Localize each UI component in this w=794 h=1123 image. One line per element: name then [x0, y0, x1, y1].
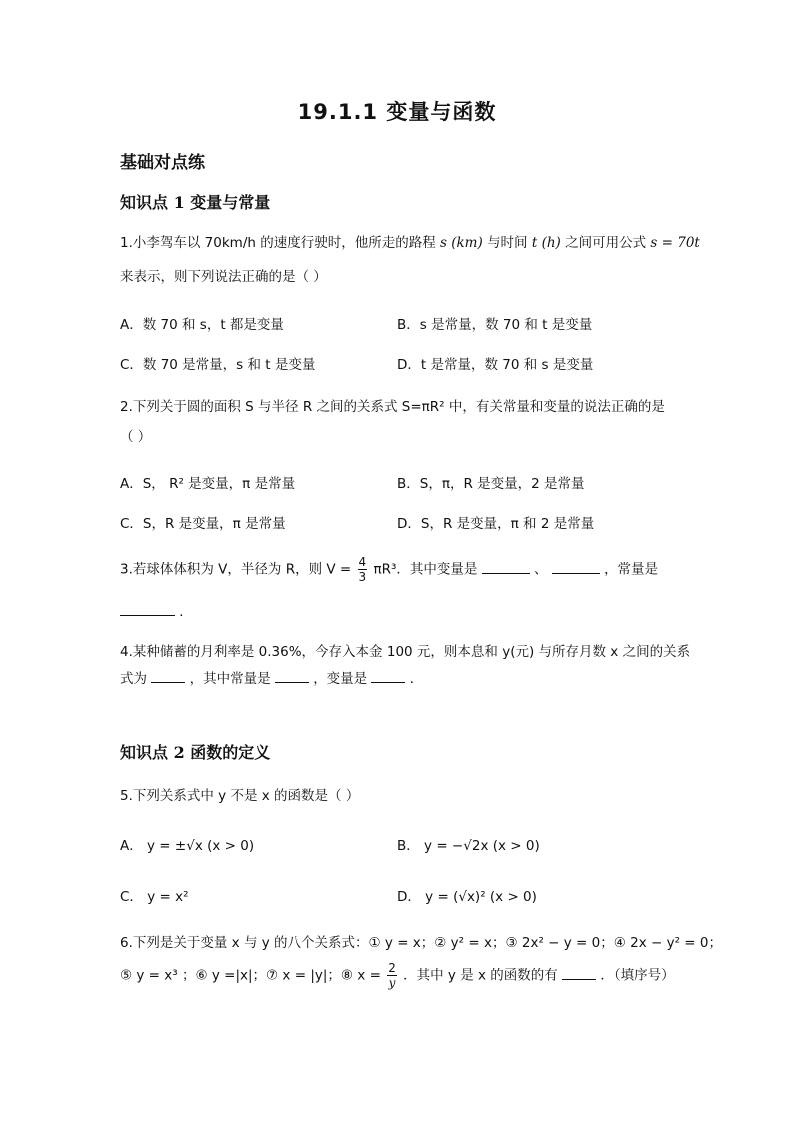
q6-frac-den: y — [388, 976, 396, 990]
q6-fraction — [387, 962, 397, 989]
q1-formula: s = 70t — [650, 235, 700, 251]
knowledge-point-2-heading: 知识点 2 函数的定义 — [120, 743, 271, 762]
q3-text-2: πR³．其中变量是 — [373, 561, 478, 578]
question-3-line-2 — [120, 600, 193, 620]
q1-text-a: 1.小李驾车以 70km/h 的速度行驶时，他所走的路程 — [120, 235, 436, 251]
q3-fraction — [358, 556, 368, 583]
q3-blank-1[interactable] — [482, 572, 530, 574]
q2-option-b: B．S，π，R 是变量，2 是常量 — [397, 476, 585, 492]
question-2-line-2: （ ） — [120, 429, 152, 445]
q3-frac-num: 4 — [358, 555, 367, 569]
q6-blank[interactable] — [562, 978, 596, 980]
question-6-line-2 — [120, 962, 675, 989]
q6-frac-num: 2 — [388, 961, 396, 975]
q3-text-4: ，常量是 — [604, 561, 659, 578]
q4-text-3: ，变量是 — [313, 671, 368, 687]
q3-text-3: 、 — [533, 561, 548, 578]
q1-text-c: 之间可用公式 — [565, 235, 647, 251]
q4-blank-3[interactable] — [371, 681, 405, 683]
q4-blank-2[interactable] — [275, 681, 309, 683]
q3-blank-3[interactable] — [120, 614, 175, 616]
q5-option-d: D． y = (√x)² (x > 0) — [397, 889, 537, 905]
question-4-line-2 — [120, 667, 423, 687]
q4-blank-1[interactable] — [151, 681, 185, 683]
page-title: 19.1.1 变量与函数 — [297, 100, 497, 124]
knowledge-point-1-heading: 知识点 1 变量与常量 — [120, 193, 271, 212]
q2-option-a: A．S， R² 是变量，π 是常量 — [120, 476, 296, 492]
question-3-line-1 — [120, 556, 658, 583]
question-5-stem: 5.下列关系式中 y 不是 x 的函数是（ ） — [120, 788, 360, 804]
q6-end: ．（填序号） — [600, 967, 675, 984]
q1-var-t: t (h) — [531, 235, 561, 251]
q4-end: ． — [409, 671, 424, 687]
q5-option-a: A． y = ±√x (x > 0) — [120, 838, 255, 854]
q3-text-1: 3.若球体体积为 V，半径为 R，则 V = — [120, 561, 352, 578]
q1-text-b: 与时间 — [487, 235, 528, 251]
q3-frac-den: 3 — [358, 570, 367, 584]
q3-end: ． — [179, 604, 193, 620]
section-basic-practice: 基础对点练 — [120, 153, 205, 173]
q2-option-c: C．S，R 是变量，π 是常量 — [120, 516, 286, 532]
q4-text-1: 式为 — [120, 671, 147, 687]
q2-option-d: D．S，R 是变量，π 和 2 是常量 — [397, 516, 595, 532]
question-1-line-1 — [120, 231, 700, 251]
q1-option-a: A．数 70 和 s，t 都是变量 — [120, 317, 284, 333]
q5-option-b: B． y = −√2x (x > 0) — [397, 838, 540, 854]
q6-text-1: ⑤ y = x³ ；⑥ y =|x|；⑦ x = |y|；⑧ x = — [120, 967, 381, 984]
q1-var-s: s (km) — [440, 235, 483, 251]
q1-option-b: B．s 是常量，数 70 和 t 是变量 — [397, 317, 593, 333]
question-6-line-1: 6.下列是关于变量 x 与 y 的八个关系式：① y = x；② y² = x；③ 2x² − y = 0；④ 2x − y² = 0； — [120, 935, 722, 951]
question-4-line-1: 4.某种储蓄的月利率是 0.36%，今存入本金 100 元，则本息和 y(元) 与所存月数 x 之间的关系 — [120, 644, 691, 660]
q1-option-c: C．数 70 是常量，s 和 t 是变量 — [120, 357, 316, 373]
question-2-line-1: 2.下列关于圆的面积 S 与半径 R 之间的关系式 S=πR² 中，有关常量和变量的说法正确的是 — [120, 399, 665, 415]
q3-blank-2[interactable] — [552, 572, 600, 574]
question-1-line-2: 来表示，则下列说法正确的是（ ） — [120, 269, 327, 285]
q6-text-2: ．其中 y 是 x 的函数的有 — [403, 967, 558, 984]
q1-option-d: D．t 是常量，数 70 和 s 是变量 — [397, 357, 594, 373]
q4-text-2: ，其中常量是 — [189, 671, 271, 687]
q5-option-c: C． y = x² — [120, 889, 189, 905]
